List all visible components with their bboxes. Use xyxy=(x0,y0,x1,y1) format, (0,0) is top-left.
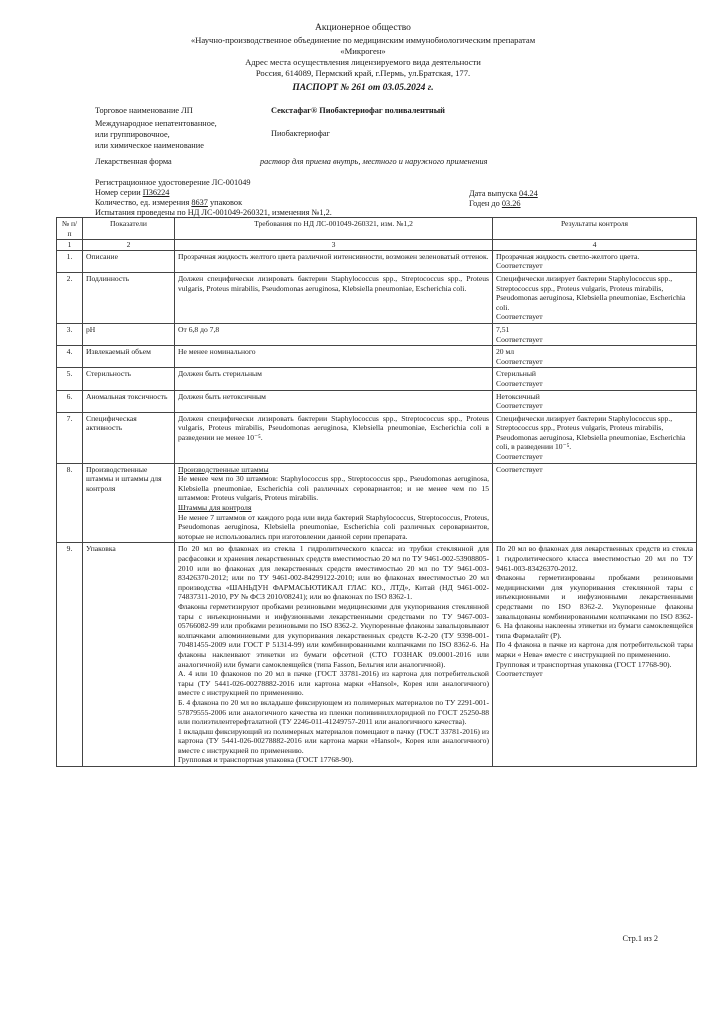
row-num: 4. xyxy=(57,346,83,368)
table-row xyxy=(57,543,697,767)
packaging-req-paragraph: А. 4 или 10 флаконов по 20 мл в пачке (ГОСТ 33781-2016) из картона для потребительской тары (ТУ 5441-026-00278882-2016 или картона марки «Hansol», Корея или аналогичного) вместе с инструкцией по применению. xyxy=(178,669,489,698)
series-row xyxy=(95,188,169,199)
release-date-row xyxy=(469,189,538,200)
packaging-req-paragraph: Групповая и транспортная упаковка (ГОСТ 17768-90). xyxy=(178,755,354,765)
page-number: Стр.1 из 2 xyxy=(622,934,658,943)
row-result: Соответствует xyxy=(493,463,697,543)
release-date-label: Дата выпуска xyxy=(469,189,517,198)
series-value: П36224 xyxy=(142,188,170,197)
inn-value: Пиобактериофаг xyxy=(271,129,330,138)
row-indicator: Упаковка xyxy=(83,543,175,767)
form-value: раствор для приема внутрь, местного и наружного применения xyxy=(260,157,488,166)
header-results: Результаты контроля xyxy=(493,218,697,240)
row-indicator: Специфическая активность xyxy=(83,412,175,463)
table-row xyxy=(57,412,697,463)
strains-prod-heading: Производственные штаммы xyxy=(178,464,269,474)
table-row xyxy=(57,250,697,272)
row-indicator: pH xyxy=(83,323,175,345)
packaging-res-paragraph: Групповая и транспортная упаковка (ГОСТ 17768-90). xyxy=(496,659,672,669)
row-num: 9. xyxy=(57,543,83,767)
row-num: 6. xyxy=(57,390,83,412)
colnum: 1 xyxy=(57,240,83,251)
org-type: Акционерное общество xyxy=(315,23,411,33)
row-indicator: Производственные штаммы и штаммы для контроля xyxy=(83,463,175,543)
form-label: Лекарственная форма xyxy=(95,157,172,166)
expiry-date-label: Годен до xyxy=(469,199,500,208)
row-requirement: Не менее номинального xyxy=(175,346,493,368)
packaging-res-paragraph: Флаконы герметизированы пробками резиновыми медицинскими для укупоривания стеклянной тары с инъекционными и инфузионными лекарственными средствами по ISO 8362-2. Укупоренные флаконы завальцованы комбинированными колпачками по ISO 8362-6. На флаконы наклеены этикетки из бумаги самоклеящейся типа Фармалайт (Р). xyxy=(496,573,693,640)
expiry-date-row xyxy=(469,199,521,210)
address-label: Адрес места осуществления лицензируемого вида деятельности xyxy=(245,57,481,67)
packaging-res-paragraph: По 4 флакона в пачке из картона для потребительской тары марки « Нева» вместе с инструкцией по применению. xyxy=(496,640,693,659)
row-requirement: Должен быть стерильным xyxy=(175,368,493,390)
control-results-table xyxy=(56,217,697,767)
packaging-res-paragraph: По 20 мл во флаконах для лекарственных средств из стекла 1 гидролитического класса вместимостью 20 мл по ТУ 9461-003-83426370-2012. xyxy=(496,544,693,573)
quantity-label: Количество, ед. измерения xyxy=(95,198,190,207)
colnum: 3 xyxy=(175,240,493,251)
packaging-req-paragraph: По 20 мл во флаконах из стекла 1 гидролитического класса: из трубки стеклянной для расфасовки и хранения лекарственных средств вместимостью 20 мл по ТУ 9461-002-53908805-2010 или во флаконах для лекарственных средств вместимостью 20 мл по ТУ 9461-003-83426370-2012; или по ТУ 9461-002-84299122-2010; или во флаконах вместимостью 20 мл производства «ШАНЬДУН ФАРМАСЬЮТИКАЛ ГЛАС КО., ЛТД», Китай (НД 9461-002-74837311-2010, РУ № ФСЗ 2010/08241); или во флаконах по ISO 8362-1. xyxy=(178,544,489,602)
release-date-value: 04.24 xyxy=(519,189,538,198)
table-header-row xyxy=(57,218,697,240)
row-num: 8. xyxy=(57,463,83,543)
row-num: 7. xyxy=(57,412,83,463)
table-row xyxy=(57,463,697,543)
row-requirement: Прозрачная жидкость желтого цвета различной интенсивности, возможен зеленоватый оттенок. xyxy=(175,250,493,272)
row-result: Нетоксичный Соответствует xyxy=(493,390,697,412)
header-num: № п/п xyxy=(57,218,83,240)
table-row xyxy=(57,323,697,345)
quantity-row xyxy=(95,198,242,209)
org-name: «Научно-производственное объединение по медицинским иммунобиологическим препаратам xyxy=(190,35,536,45)
row-requirement xyxy=(175,543,493,767)
strains-control-heading: Штаммы для контроля xyxy=(178,503,252,513)
row-num: 2. xyxy=(57,272,83,323)
row-requirement: Должен специфически лизировать бактерии Staphylococcus spp., Streptococcus spp., Proteus vulgaris, Proteus mirabilis, Pseudomonas aeruginosa, Klebsiella pneumoniae, Escherichia coli. xyxy=(175,272,493,323)
inn-label-2: или группировочное, xyxy=(95,130,170,139)
header-indicator: Показатели xyxy=(83,218,175,240)
row-result xyxy=(493,543,697,767)
row-indicator: Извлекаемый объем xyxy=(83,346,175,368)
expiry-date-value: 03.26 xyxy=(501,199,521,208)
row-num: 3. xyxy=(57,323,83,345)
trade-name-label: Торговое наименование ЛП xyxy=(95,106,193,115)
row-num: 1. xyxy=(57,250,83,272)
header-requirements: Требования по НД ЛС-001049-260321, изм. №1,2 xyxy=(175,218,493,240)
address-value: Россия, 614089, Пермский край, г.Пермь, ул.Братская, 177. xyxy=(255,68,471,78)
packaging-req-paragraph: Флаконы герметизируют пробками резиновыми медицинскими для укупоривания стеклянной тары с инъекционными и инфузионными лекарственными средствами по ТУ 9467-003-05766082-99 или пробками резиновыми по ISO 8362-2. Укупоренные флаконы завальцовывают колпачками алюминиевыми для укупоривания лекарственных средств К-2-20 (ТУ 9398-001-70481455-2009 или ГОСТ Р 51314-99) или комбинированными колпачками по ISO 8362-6. На флаконы наклеивают этикетки из бумаги офсетной (СТО ГОЗНАК 09.0001-2016 или аналогичной) или бумаги самоклеящейся (типа Fasson, Бельгия или аналогичной). xyxy=(178,601,489,669)
series-label: Номер серии xyxy=(95,188,141,197)
packaging-res-paragraph: Соответствует xyxy=(496,669,543,679)
table-row xyxy=(57,272,697,323)
tests-note: Испытания проведены по НД ЛС-001049-260321, изменения №1,2. xyxy=(95,208,332,217)
row-requirement: От 6,8 до 7,8 xyxy=(175,323,493,345)
colnum: 4 xyxy=(493,240,697,251)
reg-cert: Регистрационное удостоверение ЛС-001049 xyxy=(95,178,251,187)
org-short-name: «Микроген» xyxy=(340,46,386,56)
packaging-req-paragraph: 1 вкладыш фиксирующий из полимерных материалов помещают в пачку (ГОСТ 33781-2016) из картона (ТУ 5441-026-00278882-2016 или картона марки «Hansol», Корея или аналогичного) вместе с инструкцией по применению. xyxy=(178,726,489,755)
row-indicator: Подлинность xyxy=(83,272,175,323)
quantity-value: 8637 xyxy=(191,198,208,207)
colnum: 2 xyxy=(83,240,175,251)
row-indicator: Аномальная токсичность xyxy=(83,390,175,412)
row-result: 7,51 Соответствует xyxy=(493,323,697,345)
table-colnum-row xyxy=(57,240,697,251)
row-requirement: Должен специфически лизировать бактерии Staphylococcus spp., Streptococcus spp., Proteus vulgaris, Proteus mirabilis, Pseudomonas aeruginosa, Klebsiella pneumoniae, Escherichia coli в разведении не менее 10⁻⁵. xyxy=(175,412,493,463)
row-result: 20 мл Соответствует xyxy=(493,346,697,368)
inn-label-3: или химическое наименование xyxy=(95,141,204,150)
row-indicator: Стерильность xyxy=(83,368,175,390)
document-title: ПАСПОРТ № 261 от 03.05.2024 г. xyxy=(292,83,434,93)
inn-label-1: Международное непатентованное, xyxy=(95,119,217,128)
quantity-unit: упаковок xyxy=(210,198,243,207)
row-result: Специфически лизирует бактерии Staphylococcus spp., Streptococcus spp., Proteus vulgaris, Proteus mirabilis, Pseudomonas aeruginosa, Klebsiella pneumoniae, Escherichia coli. Соответствует xyxy=(493,272,697,323)
table-row xyxy=(57,390,697,412)
row-num: 5. xyxy=(57,368,83,390)
packaging-req-paragraph: Б. 4 флакона по 20 мл во вкладыше фиксирующем из полимерных материалов по ТУ 2291-001-57879555-2006 или аналогичного качества из пленки поливинилхлоридной по ГОСТ 25250-88 или полиэтилентерефталатной (ТУ 2246-011-41249757-2011 или аналогичного качества). xyxy=(178,697,489,727)
strains-control-text: Не менее 7 штаммов от каждого рода или вида бактерий Staphylococcus, Streptococcus, Proteus, Pseudomonas aeruginosa, Klebsiella pneumoniae, Escherichia coli различных серовариантов, которые не использовались при изготовлении данной серии препарата. xyxy=(178,512,489,541)
row-requirement: Должен быть нетоксичным xyxy=(175,390,493,412)
row-result: Прозрачная жидкость светло-желтого цвета. Соответствует xyxy=(493,250,697,272)
row-result: Стерильный Соответствует xyxy=(493,368,697,390)
row-result: Специфически лизирует бактерии Staphylococcus spp., Streptococcus spp., Proteus vulgaris, Proteus mirabilis, Pseudomonas aeruginosa, Klebsiella pneumoniae, Escherichia coli, в разведении 10⁻⁵. Соответствует xyxy=(493,412,697,463)
strains-prod-text: Не менее чем по 30 штаммов: Staphylococcus spp., Streptococcus spp., Pseudomonas aeruginosa, Klebsiella pneumoniae, Escherichia coli различных серовариантов; и не менее чем по 15 штаммов: Proteus vulgaris, Proteus mirabilis. xyxy=(178,474,489,503)
trade-name-value: Секстафаг® Пиобактериофаг поливалентный xyxy=(271,106,445,115)
row-indicator: Описание xyxy=(83,250,175,272)
table-row xyxy=(57,346,697,368)
table-row xyxy=(57,368,697,390)
row-requirement xyxy=(175,463,493,543)
